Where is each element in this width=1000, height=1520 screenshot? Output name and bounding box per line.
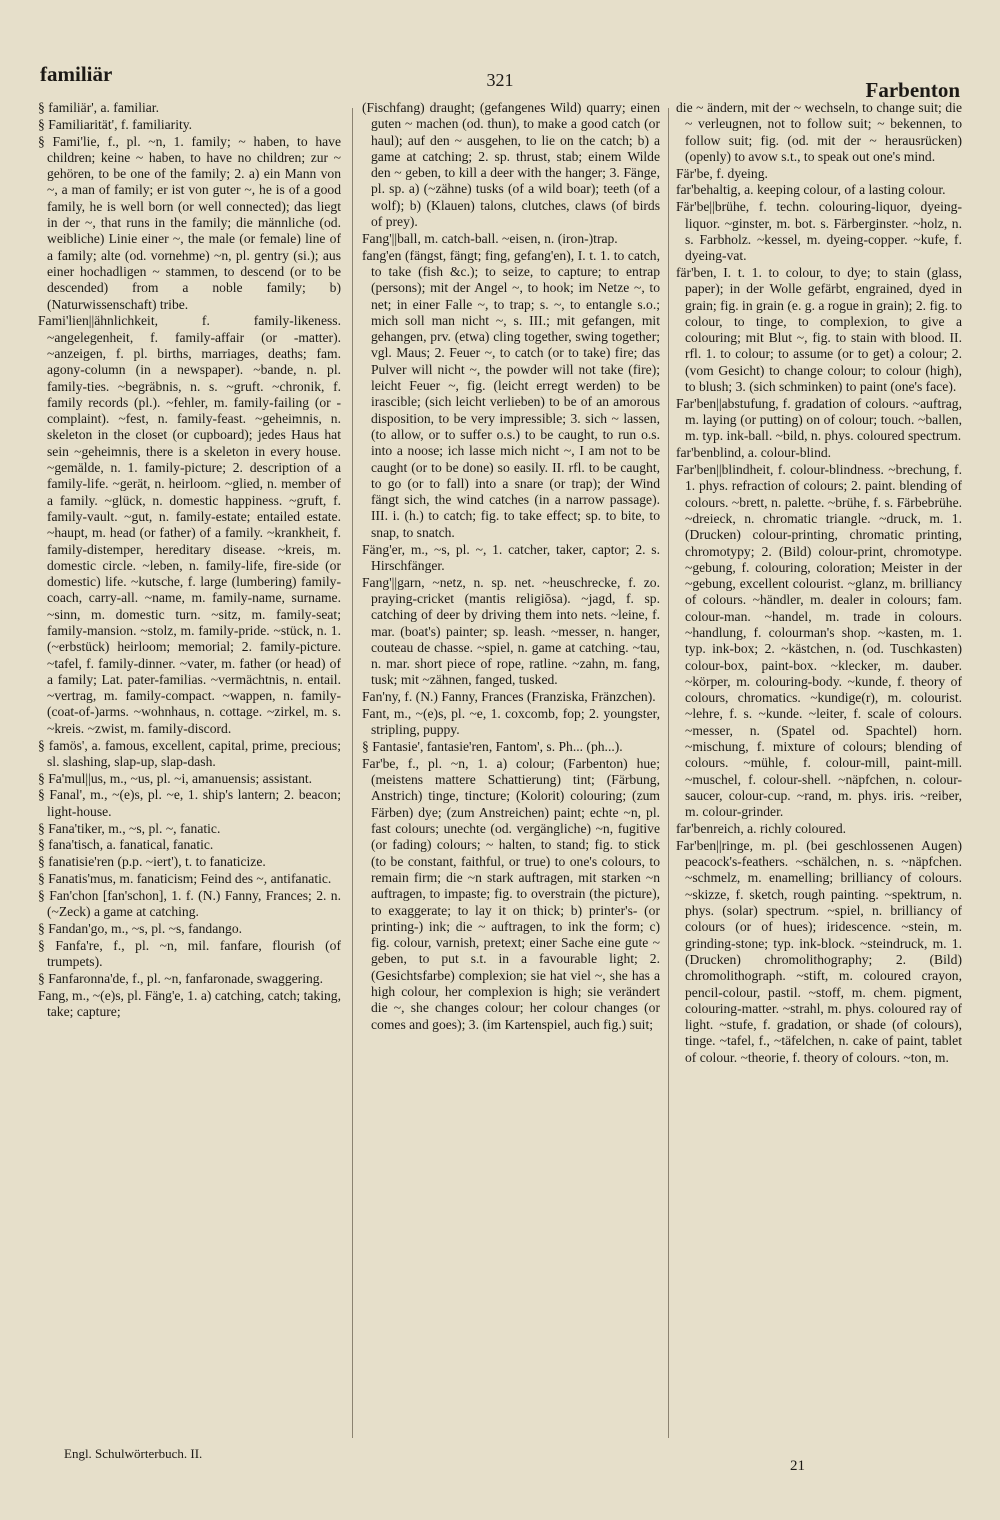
dictionary-entry: far'benreich, a. richly coloured. xyxy=(676,821,847,837)
dictionary-entry: § Fanfa're, f., pl. ~n, mil. fanfare, flourish (of trumpets). xyxy=(38,937,341,969)
dictionary-entry: § famös', a. famous, excellent, capital, prime, precious; sl. slashing, slap-up, slap-dash. xyxy=(38,737,341,769)
dictionary-entry: § fana'tisch, a. fanatical, fanatic. xyxy=(38,837,214,853)
dictionary-entry: § Fantasie', fantasie'ren, Fantom', s. Ph... (ph...). xyxy=(362,739,623,755)
dictionary-entry: § Fandan'go, m., ~s, pl. ~s, fandango. xyxy=(38,920,243,936)
header-first-entry: familiär xyxy=(40,62,113,86)
dictionary-entry: § fanatisie'ren (p.p. ~iert'), t. to fanaticize. xyxy=(38,854,266,870)
dictionary-entry: Fant, m., ~(e)s, pl. ~e, 1. coxcomb, fop; 2. youngster, stripling, puppy. xyxy=(362,705,660,738)
dictionary-entry: Far'ben||blindheit, f. colour-blindness. ~brechung, f. 1. phys. refraction of colours; 2. paint. blending of colours. ~brett, n. palette. ~brühe, f. s. Färbebrühe. ~dreieck, n. chromatic triangle. ~druck, m. 1. (Drucken) colour-printing, chromatic printing, chromotypy; 2. (Bild) colour-print, chromotype. ~gebung, f. colouring, coloration; Meister in der ~gebung, excellent colourist. ~glanz, m. brilliancy of colours. ~händler, m. dealer in colours; fam. colour-man. ~handel, m. trade in colours. ~handlung, f. colourman's shop. ~kasten, m. 1. typ. ink-box; 2. ~kästchen, n. (od. Tuschkasten) colour-box, paint-box. ~klecker, m. dauber. ~körper, m. colouring-body. ~kunde, f. theory of colours, chromatics. ~kundige(r), m. colourist. ~lehre, f. s. ~kunde. ~leiter, f. scale of colours. ~messer, n. (Spatel od. Spachtel) horn. ~mischung, f. mixture of colours; blending of colours. ~mühle, f. colour-mill, paint-mill. ~muschel, f. colour-shell. ~näpfchen, n. colour-saucer, colour-cup. ~rand, m. phys. iris. ~reiber, m. colour-grinder. xyxy=(676,462,962,820)
dictionary-entry: § familiär', a. familiar. xyxy=(38,100,159,115)
dictionary-entry: fär'ben, I. t. 1. to colour, to dye; to stain (glass, paper); in der Wolle gefärbt, engrained, dyed in grain; fig. in grain (e. g. a rogue in grain); 2. fig. to colour, to tinge, to complexion, to give a colouring; mit Blut ~, fig. to stain with blood. II. rfl. 1. to colour; to assume (or to get) a colour; 2. (vom Gesicht) to change colour; to colour (high), to blush; 3. (sich schminken) to paint (one's face). xyxy=(676,264,962,395)
dictionary-entry: Far'be, f., pl. ~n, 1. a) colour; (Farbenton) hue; (meistens mattere Schattierung) tint; (Färbung, Anstrich) tinge, tincture; (Kolorit) colouring; (zum Färben) dye; (zum Anstreichen) paint; echte ~n, pl. fast colours; unechte (od. vergängliche) ~n, fugitive (or fading) colours; ~ halten, to stand; fig. to stick (to be constant, faithful, or true) to one's colours, to remain firm; die ~n stark auftragen, mit starken ~n auftragen, to impaste; fig. to overstrain (the picture), to exaggerate; to lay it on thick; b) printer's- (or printing-) ink; die ~ auftragen, to ink the form; c) fig. colour, varnish, pretext; einer Sache eine gute ~ geben, to put s.t. in a favourable light; 2. (Gesichtsfarbe) complexion; sie hat viel ~, she has a high colour, her complexion is high; sie verändert die ~, she changes colour; her colour changes (or comes and goes); 3. (im Kartenspiel, auch fig.) suit; xyxy=(362,755,660,1032)
column-2 xyxy=(362,100,660,1436)
running-header xyxy=(40,56,960,102)
dictionary-entry: far'behaltig, a. keeping colour, of a lasting colour. xyxy=(676,182,946,198)
dictionary-entry: Fan'ny, f. (N.) Fanny, Frances (Franziska, Fränzchen). xyxy=(362,689,656,705)
dictionary-entry: § Fan'chon [fan'schon], 1. f. (N.) Fanny, Frances; 2. n. (~Zeck) a game at catching. xyxy=(38,887,341,920)
page-number: 321 xyxy=(486,70,514,90)
dictionary-entry: far'benblind, a. colour-blind. xyxy=(676,445,832,461)
header-last-entry: Farbenton xyxy=(865,78,960,102)
column-divider xyxy=(352,108,353,1438)
column-1 xyxy=(38,100,341,1436)
dictionary-entry: § Fanfaronna'de, f., pl. ~n, fanfaronade, swaggering. xyxy=(38,970,323,986)
dictionary-entry: Fami'lien||ähnlichkeit, f. family-likeness. ~angelegenheit, f. family-affair (or -matter). ~anzeigen, f. pl. births, marriages, deaths; fam. agony-column (in a newspaper). ~bande, n. pl. family-ties. ~begräbnis, n. s. ~gruft. ~chronik, f. family records (pl.). ~fehler, m. family-failing (or -complaint). ~fest, n. family-feast. ~geheimnis, n. skeleton in the closet (or cupboard); jedes Haus hat sein ~geheimnis, there is a skeleton in every house. ~gemälde, n. 1. family-picture; 2. description of a family-life. ~gerät, n. heirloom. ~glied, n. member of a family. ~glück, n. domestic happiness. ~gruft, f. family-vault. ~gut, n. family-estate; entailed estate. ~haupt, m. head (or father) of a family. ~krankheit, f. family-distemper, hereditary disease. ~kreis, m. domestic circle. ~leben, n. family-life, fire-side (or domestic) life. ~kutsche, f. large (lumbering) family-coach, carry-all. ~name, m. family-name, surname. ~sinn, m. domestic turn. ~sitz, m. family-seat; family-mansion. ~stolz, m. family-pride. ~stück, n. 1. (~erbstück) heirloom; memorial; 2. family-picture. ~tafel, f. family-dinner. ~vater, m. father (or head) of a family; Lat. pater-familias. ~vermächtnis, n. entail. ~vertrag, m. family-compact. ~wappen, n. family-(coat-of-)arms. ~wohnhaus, n. cottage. ~zirkel, m. s. ~kreis. ~zwist, m. family-discord. xyxy=(38,313,341,736)
dictionary-entry: § Fanatis'mus, m. fanaticism; Feind des ~, antifanatic. xyxy=(38,870,332,886)
dictionary-entry: Fang'||garn, ~netz, n. sp. net. ~heuschrecke, f. zo. praying-cricket (mantis religiōsa). ~jagd, f. sp. catching of deer by driving them into nets. ~leine, f. mar. (boat's) painter; sp. leash. ~messer, n. hanger, couteau de chasse. ~spiel, n. game at catching. ~tau, n. mar. short piece of rope, ratline. ~zahn, m. fang, tusk; mit ~zähnen, fanged, tusked. xyxy=(362,574,660,688)
dictionary-entry: Fär'be||brühe, f. techn. colouring-liquor, dyeing-liquor. ~ginster, m. bot. s. Färberginster. ~holz, n. s. Farbholz. ~kessel, m. dyeing-copper. ~kufe, f. dyeing-vat. xyxy=(676,199,962,264)
column-divider xyxy=(668,108,669,1438)
dictionary-entry: § Fa'mul||us, m., ~us, pl. ~i, amanuensis; assistant. xyxy=(38,770,313,786)
dictionary-entry: Fang, m., ~(e)s, pl. Fäng'e, 1. a) catching, catch; taking, take; capture; xyxy=(38,987,341,1019)
column-3 xyxy=(676,100,962,1436)
dictionary-entry: Fäng'er, m., ~s, pl. ~, 1. catcher, taker, captor; 2. s. Hirschfänger. xyxy=(362,541,660,573)
dictionary-entry: Fang'||ball, m. catch-ball. ~eisen, n. (iron-)trap. xyxy=(362,230,618,246)
footer-signature-mark: 21 xyxy=(790,1458,805,1474)
dictionary-entry: Far'ben||abstufung, f. gradation of colours. ~auftrag, m. laying (or putting) on of colour; touch. ~ballen, m. typ. ink-ball. ~bild, n. phys. coloured spectrum. xyxy=(676,395,962,444)
dictionary-entry: (Fischfang) draught; (gefangenes Wild) quarry; einen guten ~ machen (od. thun), to make a good catch (or haul); auf den ~ ausgehen, to lie on the catch; b) a game at catching; 2. sp. thrust, stab; einem Wilde den ~ geben, to kill a deer with the hanger; 3. Fänge, pl. sp. a) (~zähne) tusks (of a wild boar); teeth (of a wolf); b) (Klauen) talons, clutches, claws (of birds of prey). xyxy=(362,100,660,230)
dictionary-entry: § Fami'lie, f., pl. ~n, 1. family; ~ haben, to have children; keine ~ haben, to have no children; zur ~ gehören, to be one of the family; 2. a) ein Mann von ~, a man of family; er ist von guter ~, he is of a good family, he is well born (or well connected); das liegt in der ~, that runs in the family; die männliche (od. weibliche) Linie einer ~, the male (or female) line of a family; alte (od. vornehme) ~n, pl. gentry (si.); aus einer hochadligen ~ stammen, to descend (or to be descended) from a noble family; b) (Naturwissenschaft) tribe. xyxy=(38,133,341,312)
dictionary-entry: Fär'be, f. dyeing. xyxy=(676,165,768,181)
dictionary-entry: Far'ben||ringe, m. pl. (bei geschlossenen Augen) peacock's-feathers. ~schälchen, n. s. ~näpfchen. ~schmelz, m. enamelling; brilliancy of colours. ~skizze, f. sketch, rough painting. ~spektrum, n. phys. (solar) spectrum. ~spiel, n. brilliancy of colours (or of hues); iridescence. ~stein, m. grinding-stone; typ. ink-block. ~steindruck, m. 1. (Drucken) chromolithography; 2. (Bild) chromolithograph. ~stift, m. coloured crayon, pencil-colour, pastil. ~stoff, m. chem. pigment, colouring-matter. ~strahl, m. phys. coloured ray of light. ~stufe, f. gradation, or shade (of colours), tinge. ~tafel, f., ~täfelchen, n. cake of paint, tablet of colour. ~theorie, f. theory of colours. ~ton, m. xyxy=(676,837,962,1065)
dictionary-entry: fang'en (fängst, fängt; fing, gefang'en), I. t. 1. to catch, to take (fish &c.); to seize, to capture; to entrap (persons); mit der Angel ~, to hook; im Netze ~, to net; in einer Falle ~, to trap; s. ~, to entangle s.o.; mich soll man nicht ~, s. III.; mit gefangen, mit gehangen, prv. (etwa) cling together, swing together; vgl. Maus; 2. Feuer ~, to catch (or to take) fire; das Pulver will nicht ~, the powder will not take (fire); leicht Feuer ~, fig. (leicht erregt werden) to be irascible; (sich leicht verlieben) to be of an amorous disposition, to be very impressible; 3. sich ~ lassen, (to allow, or to suffer o.s.) to be caught, to run o.s. into a noose; ich lasse mich nicht ~, I am not to be caught (or to be done) so easily. II. rfl. to be caught, to go (or to fall) into a snare (or trap); der Wind fängt sich, the wind catches (in a narrow passage). III. i. (h.) to catch; fig. to take effect; sp. to bite, to snap, to snatch. xyxy=(362,247,660,540)
dictionary-entry: § Familiarität', f. familiarity. xyxy=(38,116,193,132)
dictionary-entry: § Fana'tiker, m., ~s, pl. ~, fanatic. xyxy=(38,820,221,836)
dictionary-entry: § Fanal', m., ~(e)s, pl. ~e, 1. ship's lantern; 2. beacon; light-house. xyxy=(38,787,341,819)
dictionary-entry: die ~ ändern, mit der ~ wechseln, to change suit; die ~ verleugnen, not to follow suit; ~ bekennen, to follow suit; fig. (od. mit der ~ herausrücken) (openly) to avow s.t., to speak out one's mind. xyxy=(676,100,962,164)
footer-publisher-note: Engl. Schulwörterbuch. II. xyxy=(64,1446,203,1461)
